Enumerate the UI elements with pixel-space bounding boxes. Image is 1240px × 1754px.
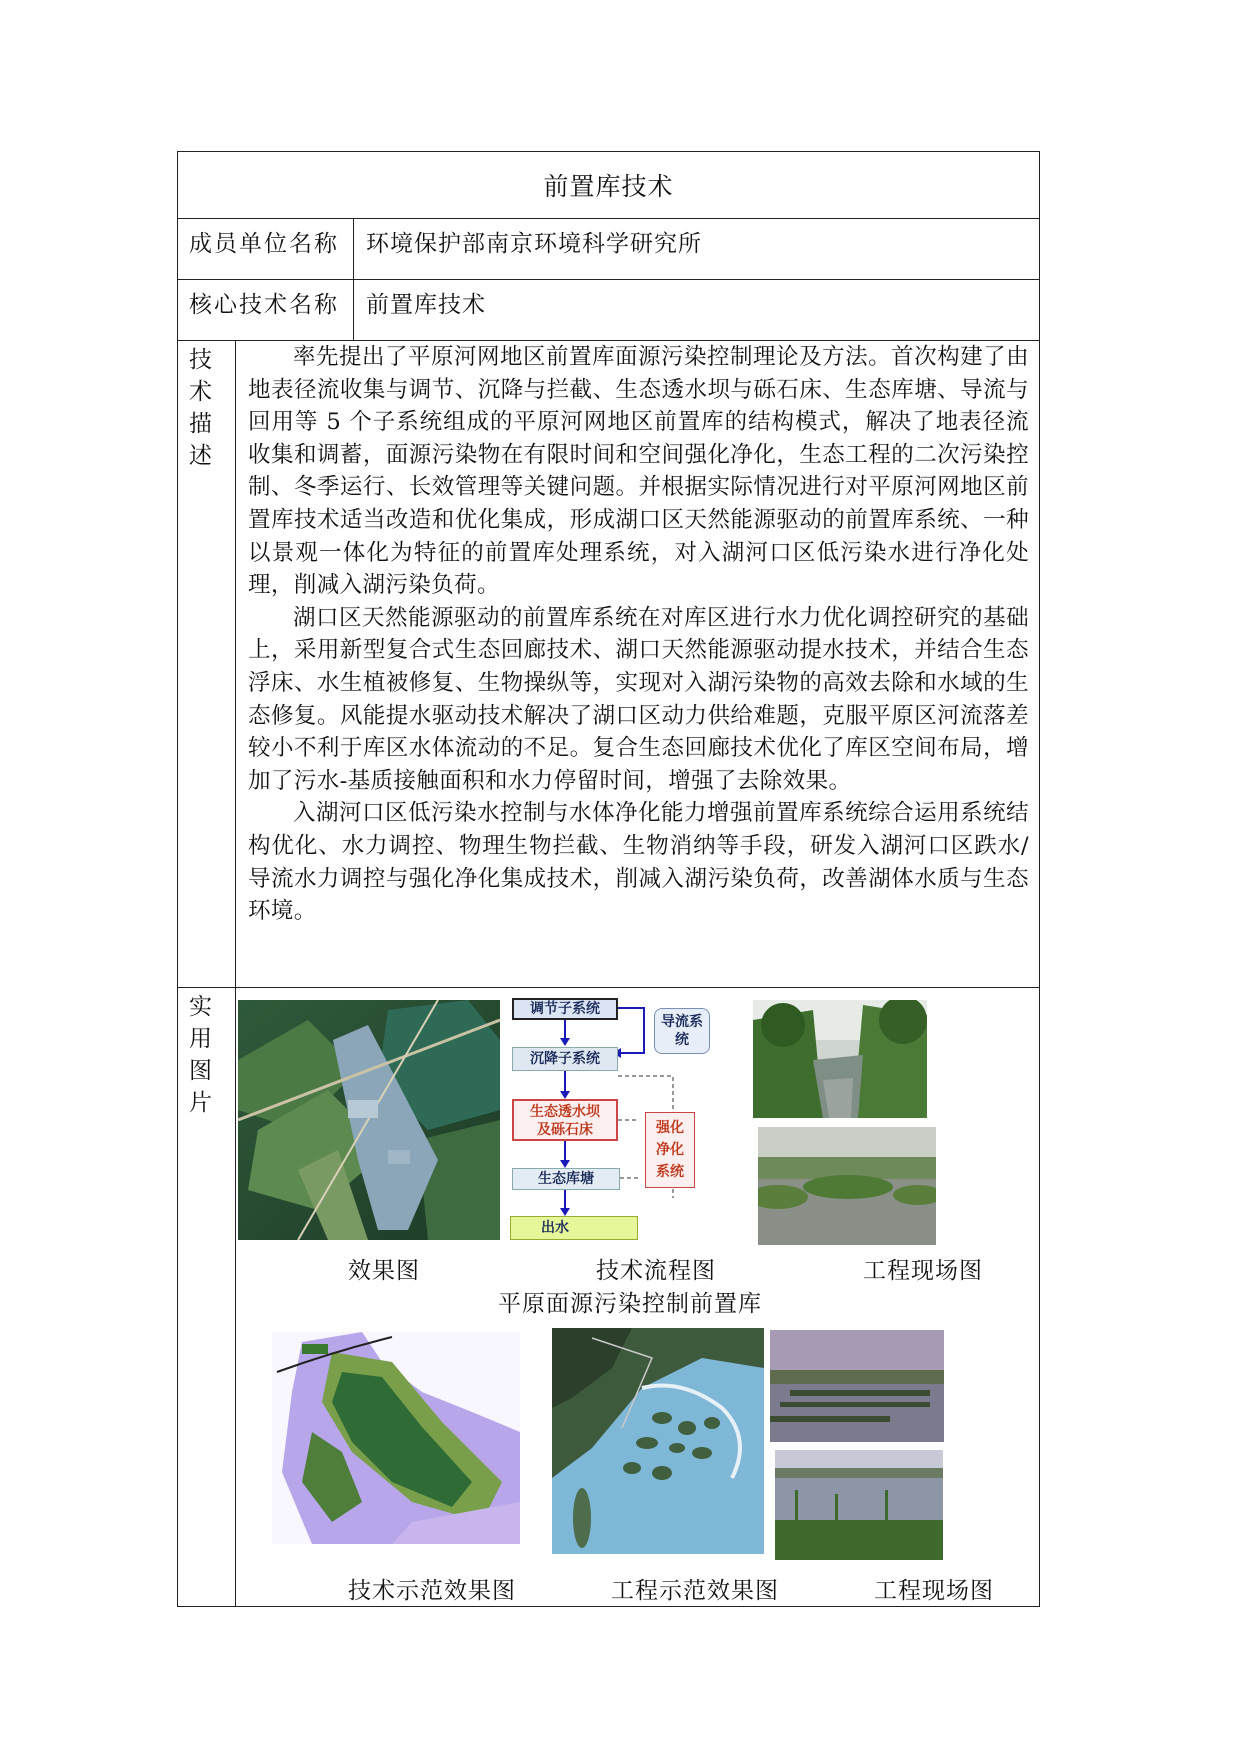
flow-node-regulation: 调节子系统 [512, 998, 618, 1020]
caption-site-photo: 工程现场图 [863, 1258, 983, 1284]
flow-node-enhanced-line1: 强化 [656, 1120, 684, 1136]
page-title: 前置库技术 [178, 152, 1040, 219]
site-photo-canal [753, 1000, 927, 1118]
member-unit-label: 成员单位名称 [178, 219, 354, 280]
description-label-char: 描 [189, 411, 212, 437]
description-paragraph: 湖口区天然能源驱动的前置库系统在对库区进行水力优化调控研究的基础上，采用新型复合式生态回廊技术、湖口天然能源驱动提水技术，并结合生态浮床、水生植被修复、生物操纵等，实现对入湖污染物的高效去除和水域的生态修复。风能提水驱动技术解决了湖口区动力供给难题，克服平原区河流落差较小不利于库区水体流动的不足。复合生态回廊技术优化了库区空间布局，增加了污水-基质接触面积和水力停留时间，增强了去除效果。 [248, 604, 1029, 794]
flow-node-permeable-dam-line1: 生态透水坝 [530, 1104, 600, 1120]
description-label [178, 341, 236, 988]
engineering-demo-map [552, 1328, 764, 1554]
description-paragraph: 入湖河口区低污染水控制与水体净化能力增强前置库系统综合运用系统结构优化、水力调控、物理生物拦截、生物消纳等手段，研发入湖河口区跌水/导流水力调控与强化净化集成技术，削减入湖污染负荷，改善湖体水质与生态环境。 [248, 800, 1029, 925]
caption-demo-effect: 技术示范效果图 [348, 1578, 516, 1604]
description-label-char: 述 [189, 443, 212, 469]
flow-node-permeable-dam-line2: 及砾石床 [537, 1122, 593, 1138]
pictures-label-char: 片 [189, 1090, 212, 1116]
pictures-label [178, 988, 236, 1607]
tech-info-table [177, 151, 1040, 1607]
caption-site-photo-2: 工程现场图 [874, 1578, 994, 1604]
description-label-char: 技 [189, 347, 212, 373]
demo-effect-map [272, 1332, 520, 1544]
site-photo-wetland-1 [770, 1330, 944, 1442]
flow-node-diversion-line1: 导流系 [661, 1014, 703, 1030]
pictures-area [236, 988, 1040, 1607]
tech-flowchart [508, 998, 720, 1248]
flow-node-settling: 沉降子系统 [512, 1047, 618, 1071]
description-body [236, 341, 1040, 988]
caption-rendering: 效果图 [348, 1258, 420, 1284]
pictures-label-char: 用 [189, 1026, 212, 1052]
caption-engineering-demo: 工程示范效果图 [611, 1578, 779, 1604]
flow-node-permeable-dam [512, 1099, 618, 1141]
row1-group-title: 平原面源污染控制前置库 [498, 1291, 762, 1317]
pictures-label-char: 实 [189, 994, 212, 1020]
flow-node-enhanced-line2: 净化 [656, 1142, 684, 1158]
site-photo-wetland-2 [775, 1450, 943, 1560]
caption-flowchart: 技术流程图 [596, 1258, 716, 1284]
core-tech-value: 前置库技术 [354, 280, 1040, 341]
flow-node-diversion [654, 1008, 710, 1054]
flow-node-enhanced-line3: 系统 [656, 1164, 684, 1180]
core-tech-label: 核心技术名称 [178, 280, 354, 341]
flow-node-enhanced-purification [645, 1112, 695, 1188]
rendering-image [238, 1000, 500, 1240]
site-photo-pond [758, 1127, 936, 1245]
pictures-label-char: 图 [189, 1058, 212, 1084]
flow-node-outflow: 出水 [510, 1216, 638, 1240]
flow-node-diversion-line2: 统 [675, 1032, 689, 1048]
member-unit-value: 环境保护部南京环境科学研究所 [354, 219, 1040, 280]
description-paragraph: 率先提出了平原河网地区前置库面源污染控制理论及方法。首次构建了由地表径流收集与调节、沉降与拦截、生态透水坝与砾石床、生态库塘、导流与回用等 5 个子系统组成的平原河网地区前置库的结构模式，解决了地表径流收集和调蓄，面源污染物在有限时间和空间强化净化，生态工程的二次污染控制、冬季运行、长效管理等关键问题。并根据实际情况进行对平原河网地区前置库技术适当改造和优化集成，形成湖口区天然能源驱动的前置库系统、一种以景观一体化为特征的前置库处理系统，对入湖河口区低污染水进行净化处理，削减入湖污染负荷。 [248, 344, 1029, 599]
flow-node-pond: 生态库塘 [512, 1168, 620, 1190]
description-label-char: 术 [189, 379, 212, 405]
